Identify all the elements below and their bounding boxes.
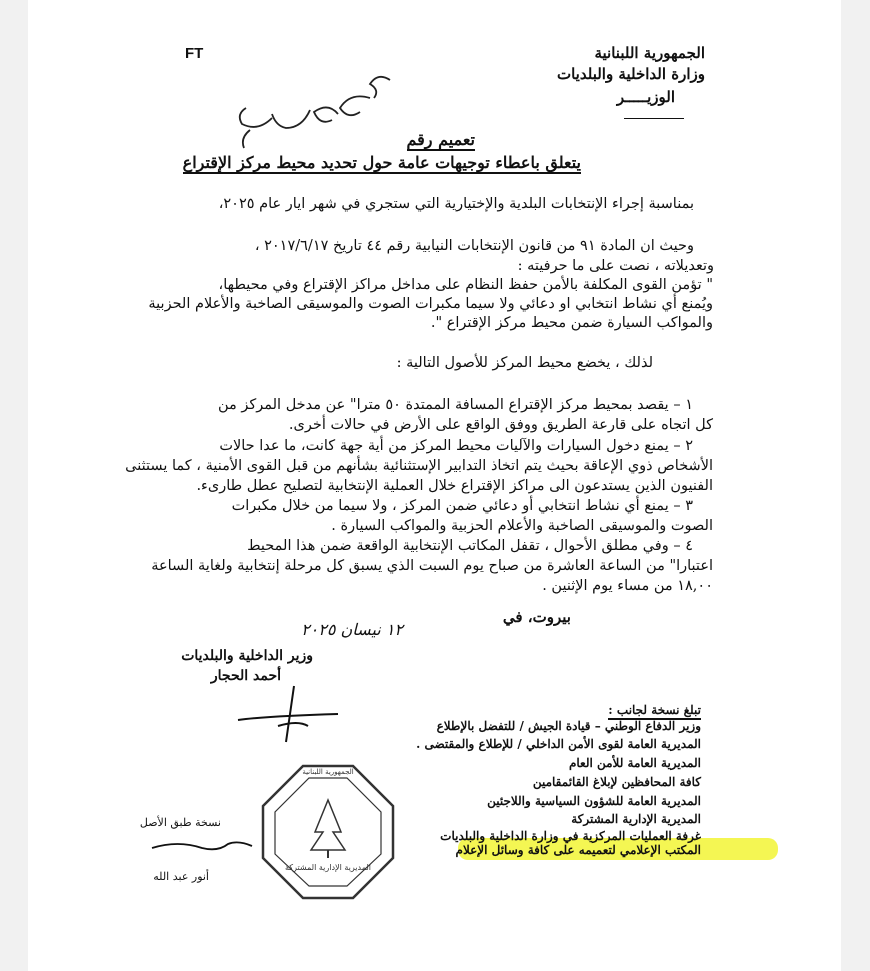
lead-sentence: لذلك ، يخضع محيط المركز للأصول التالية : xyxy=(396,355,653,371)
stamp-side-note: نسخة طبق الأصل xyxy=(139,816,221,829)
distribution-item: المكتب الإعلامي لتعميمه على كافة وسائل الإعلام xyxy=(455,843,701,857)
item1-line2: كل اتجاه على قارعة الطريق ووفق الواقع على الأرض في حالات أخرى. xyxy=(288,417,713,433)
item1-line1: ١ – يقصد بمحيط مركز الإقتراع المسافة الممتدة ٥٠ مترا" عن مدخل المركز من xyxy=(217,397,693,413)
paragraph-article-line1: وحيث ان المادة ٩١ من قانون الإنتخابات النيابية رقم ٤٤ تاريخ ٢٠١٧/٦/١٧ ، xyxy=(254,238,694,254)
ministry-header: وزارة الداخلية والبلديات xyxy=(556,65,705,83)
paragraph-occasion: بمناسبة إجراء الإنتخابات البلدية والإختيارية التي ستجري في شهر ايار عام ٢٠٢٥، xyxy=(218,196,694,212)
quote-line1: " تؤمن القوى المكلفة بالأمن حفظ النظام على مداخل مراكز الإقتراع وفي محيطها، xyxy=(218,277,713,293)
signature-name: أحمد الحجار xyxy=(210,668,281,684)
stamp-center-text: المديرية الإدارية المشتركة xyxy=(284,863,372,872)
minister-signature xyxy=(228,680,348,750)
dateline-place: بيروت، في xyxy=(502,608,571,626)
distribution-item: المديرية العامة للأمن العام xyxy=(568,756,701,770)
republic-header: الجمهورية اللبنانية xyxy=(594,44,705,62)
signature-title: وزير الداخلية والبلديات xyxy=(181,648,313,664)
minister-header: الوزيـــــر xyxy=(616,88,675,106)
distribution-item: المديرية العامة للشؤون السياسية واللاجئين xyxy=(487,794,701,808)
circular-number-label: تعميم رقم xyxy=(406,130,475,149)
item4-line3: ١٨,٠٠ من مساء يوم الإثنين . xyxy=(542,578,713,594)
header-divider xyxy=(624,118,684,119)
item2-line2: الأشخاص ذوي الإعاقة بحيث يتم اتخاذ التدابير الإستثنائية بشأنهم من قبل القوى الأمنية ، كما يستثنى xyxy=(125,458,713,474)
distribution-item: كافة المحافظين لإبلاغ القائمقامين xyxy=(532,775,701,789)
item3-line2: الصوت والموسيقى الصاخبة والأعلام الحزبية والمواكب السيارة . xyxy=(331,518,713,534)
circular-subject: يتعلق باعطاء توجيهات عامة حول تحديد محيط مركز الإقتراع xyxy=(182,153,581,172)
distribution-item: وزير الدفاع الوطني – قيادة الجيش / للتفضل بالإطلاع xyxy=(436,719,701,733)
quote-line2: ويُمنع أي نشاط انتخابي او دعائي ولا سيما مكبرات الصوت والموسيقى الصاخبة والأعلام الحزبية xyxy=(148,296,713,312)
paragraph-article-line2: وتعديلاته ، نصت على ما حرفيته : xyxy=(517,258,714,274)
ft-mark: FT xyxy=(185,45,204,62)
item4-line2: اعتبارا" من الساعة العاشرة من صباح يوم السبت الذي يسبق كل مرحلة إنتخابية ولغاية الساعة xyxy=(151,558,713,574)
official-stamp xyxy=(253,758,403,908)
stamp-signer: أنور عبد الله xyxy=(153,870,209,883)
document-page xyxy=(28,0,841,971)
item2-line3: الفنيون الذين يستدعون الى مراكز الإقتراع خلال العملية الإنتخابية لتصليح عطل طارىء. xyxy=(196,478,713,494)
handwritten-number xyxy=(220,58,420,158)
stamp-ring-text: الجمهورية اللبنانية xyxy=(302,768,354,776)
quote-line3: والمواكب السيارة ضمن محيط مركز الإقتراع ". xyxy=(430,315,713,331)
item3-line1: ٣ – يمنع أي نشاط انتخابي أو دعائي ضمن المركز ، ولا سيما من خلال مكبرات xyxy=(231,498,693,514)
distribution-title: تبلغ نسخة لجانب : xyxy=(608,702,701,720)
item2-line1: ٢ – يمنع دخول السيارات والآليات محيط المركز من أية جهة كانت، ما عدا حالات xyxy=(219,438,693,454)
stamp-signature xyxy=(148,834,258,858)
distribution-item: غرفة العمليات المركزية في وزارة الداخلية والبلديات xyxy=(440,829,701,843)
handwritten-date: ١٢ نيسان ٢٠٢٥ xyxy=(301,620,403,639)
distribution-item: المديرية العامة لقوى الأمن الداخلي / للإطلاع والمقتضى . xyxy=(416,737,701,751)
distribution-item: المديرية الإدارية المشتركة xyxy=(571,812,701,826)
item4-line1: ٤ – وفي مطلق الأحوال ، تقفل المكاتب الإنتخابية الواقعة ضمن هذا المحيط xyxy=(247,538,693,554)
